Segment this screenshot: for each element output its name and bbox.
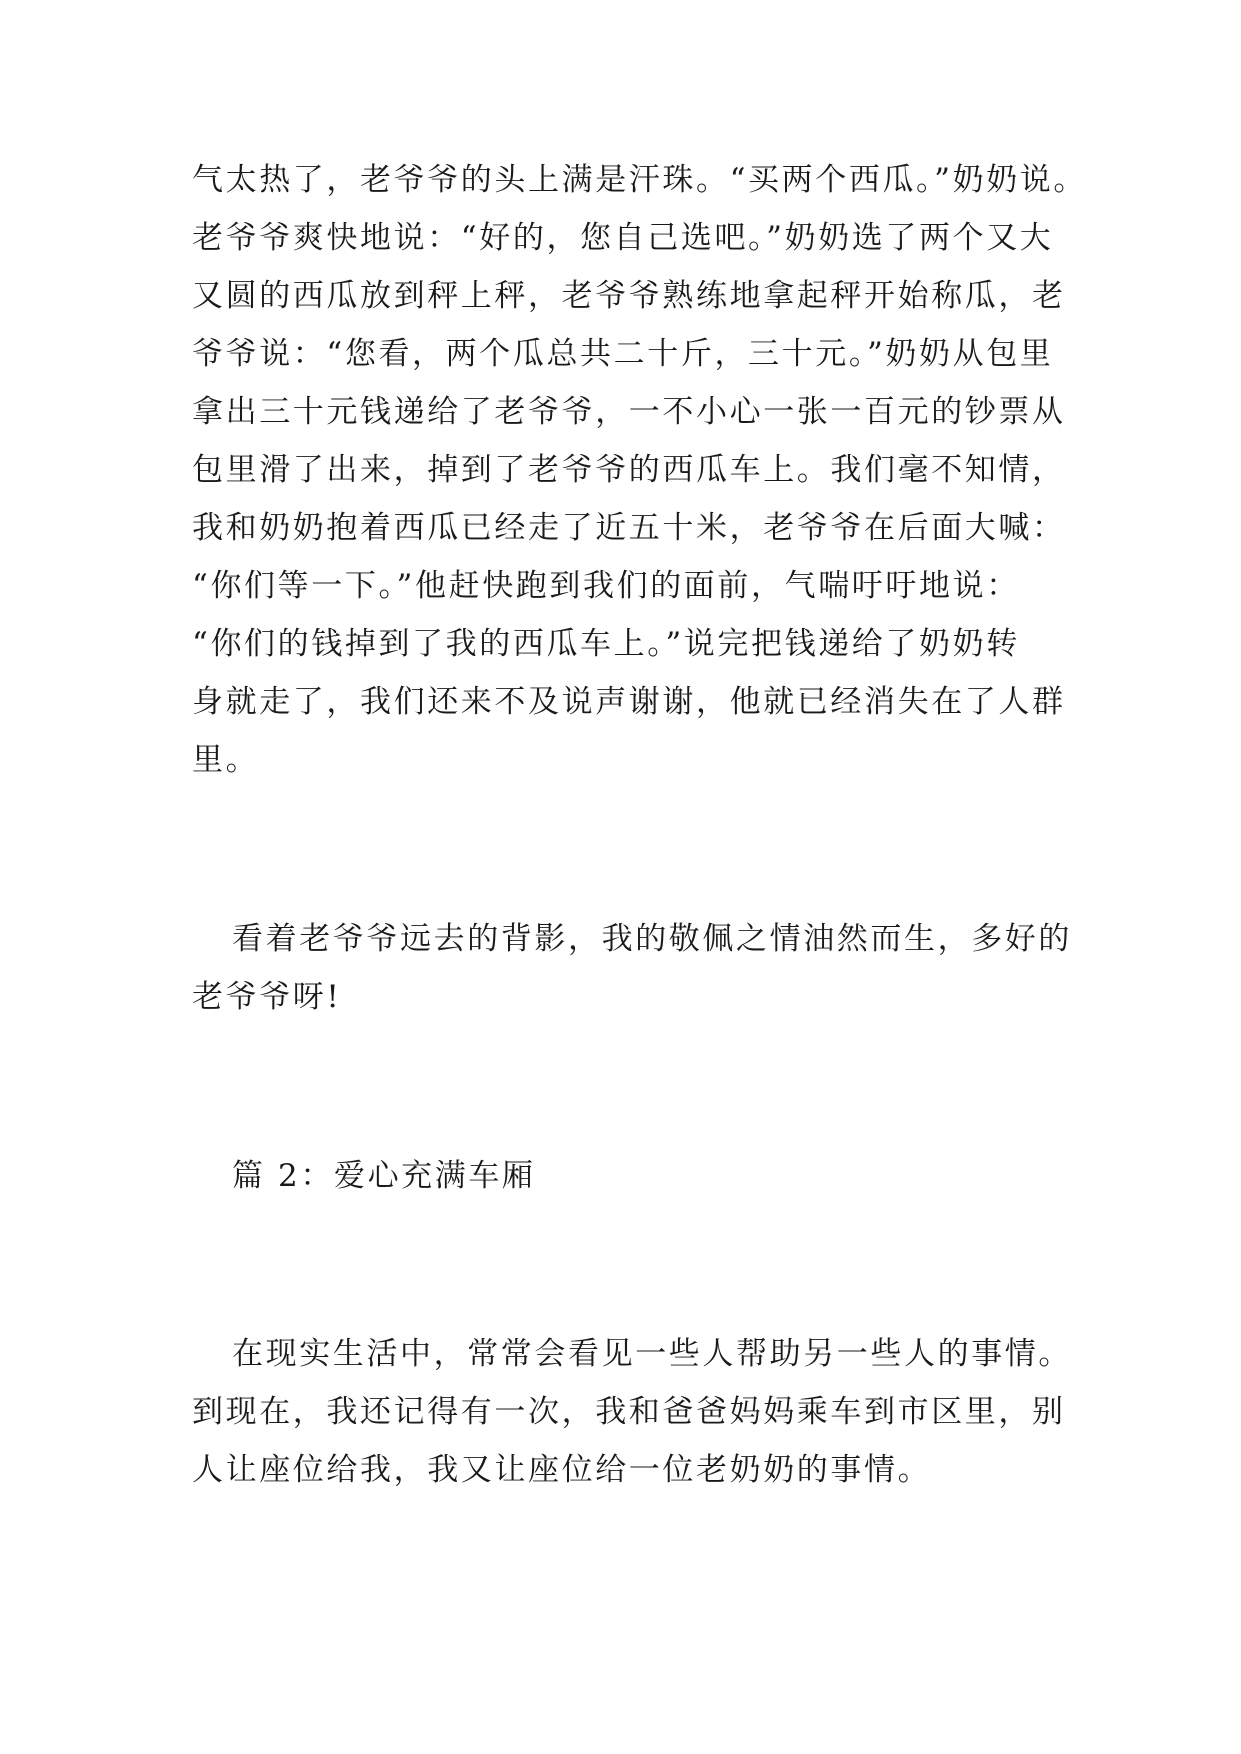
text-line: 我和奶奶抱着西瓜已经走了近五十米，老爷爷在后面大喊： <box>192 510 1066 546</box>
text-line: 爷爷说：“您看，两个瓜总共二十斤，三十元。”奶奶从包里 <box>192 336 1054 372</box>
text-line: “你们等一下。”他赶快跑到我们的面前，气喘吁吁地说： <box>192 568 1020 604</box>
section-heading: 篇 2：爱心充满车厢 <box>232 1158 536 1194</box>
text-line: “你们的钱掉到了我的西瓜车上。”说完把钱递给了奶奶转 <box>192 626 1020 662</box>
text-line: 里。 <box>192 742 260 778</box>
text-line: 身就走了，我们还来不及说声谢谢，他就已经消失在了人群 <box>192 684 1066 720</box>
text-line: 看着老爷爷远去的背影，我的敬佩之情油然而生，多好的 <box>232 921 1072 957</box>
text-line: 包里滑了出来，掉到了老爷爷的西瓜车上。我们毫不知情， <box>192 452 1066 488</box>
text-line: 老爷爷呀! <box>192 979 342 1015</box>
text-line: 气太热了，老爷爷的头上满是汗珠。“买两个西瓜。”奶奶说。 <box>192 162 1087 198</box>
text-line: 拿出三十元钱递给了老爷爷，一不小心一张一百元的钞票从 <box>192 394 1066 430</box>
text-line: 老爷爷爽快地说：“好的，您自己选吧。”奶奶选了两个又大 <box>192 220 1054 256</box>
text-line: 又圆的西瓜放到秤上秤，老爷爷熟练地拿起秤开始称瓜，老 <box>192 278 1066 314</box>
text-line: 到现在，我还记得有一次，我和爸爸妈妈乘车到市区里，别 <box>192 1394 1066 1430</box>
text-line: 在现实生活中，常常会看见一些人帮助另一些人的事情。 <box>232 1336 1072 1372</box>
text-line: 人让座位给我，我又让座位给一位老奶奶的事情。 <box>192 1452 932 1488</box>
